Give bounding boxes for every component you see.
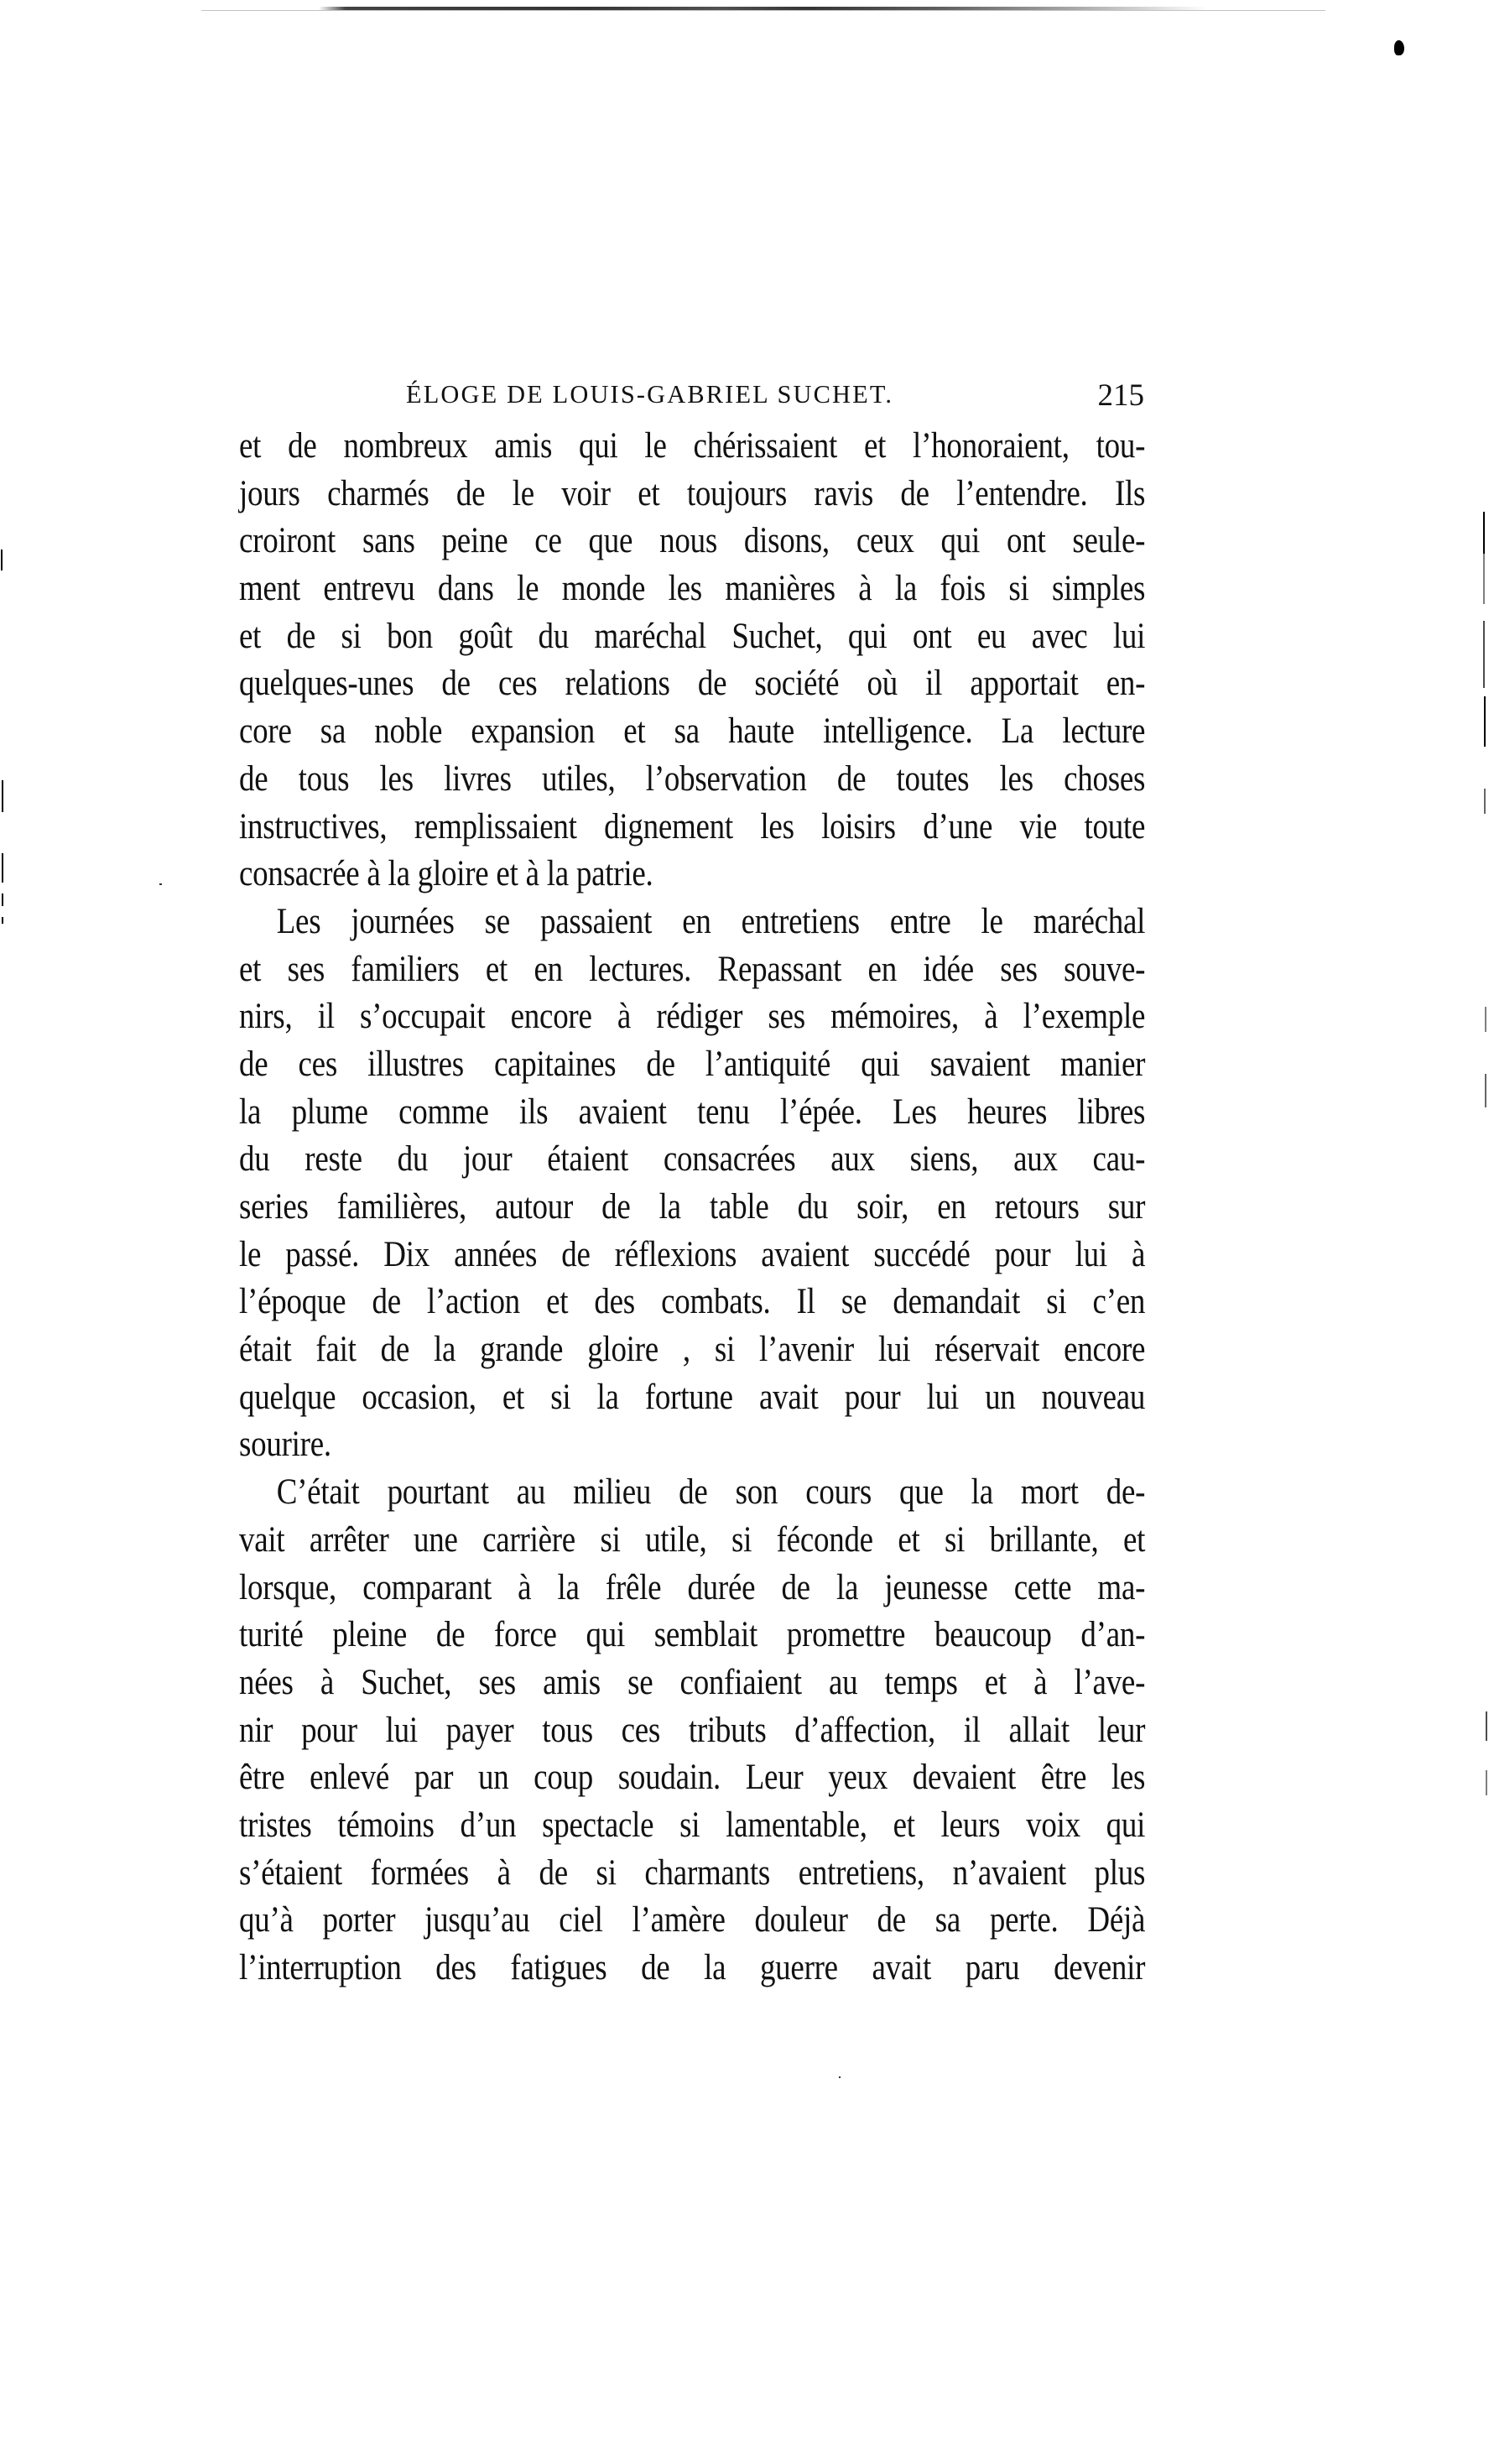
- scan-edge-mark: [1, 550, 3, 570]
- text-line: lorsque, comparant à la frêle durée de la jeunesse cette ma-: [239, 1567, 1146, 1607]
- text-line: l’interruption des fatigues de la guerre avait paru devenir: [239, 1948, 1146, 1987]
- scan-border-rule-thin: [201, 10, 1325, 11]
- scan-edge-mark: [1483, 512, 1485, 554]
- running-header: [406, 379, 1144, 416]
- scan-edge-mark: [1483, 554, 1485, 604]
- scan-edge-mark: [2, 853, 3, 883]
- scan-edge-mark: [2, 893, 3, 906]
- text-line: était fait de la grande gloire , si l’avenir lui réservait encore: [239, 1330, 1146, 1370]
- scan-edge-mark: [1485, 1007, 1486, 1032]
- text-line: series familières, autour de la table du soir, en retours sur: [239, 1187, 1146, 1227]
- text-line-paragraph-end: consacrée à la gloire et à la patrie.: [239, 854, 653, 894]
- text-line: core sa noble expansion et sa haute intelligence. La lecture: [239, 711, 1146, 752]
- scan-edge-mark: [1484, 789, 1486, 814]
- scan-edge-mark: [1486, 1711, 1487, 1741]
- text-line: être enlevé par un coup soudain. Leur yeux devaient être les: [239, 1758, 1146, 1798]
- running-header-title: ÉLOGE DE LOUIS-GABRIEL SUCHET.: [406, 379, 894, 409]
- text-line: nées à Suchet, ses amis se confiaient au temps et à l’ave-: [239, 1662, 1146, 1702]
- text-line: du reste du jour étaient consacrées aux siens, aux cau-: [239, 1139, 1146, 1180]
- text-line-paragraph-start: C’était pourtant au milieu de son cours que la mort de-: [276, 1472, 1146, 1513]
- text-line-paragraph-start: Les journées se passaient en entretiens entre le maréchal: [276, 901, 1146, 941]
- text-line: quelque occasion, et si la fortune avait pour lui un nouveau: [239, 1377, 1146, 1417]
- text-line: quelques-unes de ces relations de société où il apportait en-: [239, 664, 1146, 704]
- scan-edge-mark: [1484, 696, 1486, 747]
- body-text: [239, 423, 1145, 1993]
- scan-edge-mark: [1483, 621, 1485, 688]
- text-line: jours charmés de le voir et toujours ravis de l’entendre. Ils: [239, 473, 1146, 513]
- text-line: le passé. Dix années de réflexions avaient succédé pour lui à: [239, 1234, 1146, 1274]
- text-line: ment entrevu dans le monde les manières à la fois si simples: [239, 569, 1146, 609]
- text-line: la plume comme ils avaient tenu l’épée. Les heures libres: [239, 1091, 1146, 1132]
- scan-speck: [159, 883, 162, 885]
- text-line: l’époque de l’action et des combats. Il se demandait si c’en: [239, 1282, 1146, 1322]
- page-number: 215: [1097, 378, 1144, 413]
- text-line: et de si bon goût du maréchal Suchet, qui ont eu avec lui: [239, 616, 1146, 656]
- text-line: s’étaient formées à de si charmants entretiens, n’avaient plus: [239, 1852, 1146, 1893]
- text-line: nir pour lui payer tous ces tributs d’affection, il allait leur: [239, 1710, 1146, 1750]
- text-line: instructives, remplissaient dignement les loisirs d’une vie toute: [239, 806, 1146, 847]
- text-line: et ses familiers et en lectures. Repassant en idée ses souve-: [239, 949, 1146, 989]
- ink-blot-mark: [1394, 40, 1404, 55]
- text-line: tristes témoins d’un spectacle si lamentable, et leurs voix qui: [239, 1805, 1146, 1845]
- text-line: nirs, il s’occupait encore à rédiger ses mémoires, à l’exemple: [239, 997, 1146, 1037]
- scan-edge-mark: [2, 780, 3, 812]
- scan-speck: [839, 2076, 841, 2078]
- text-line: de ces illustres capitaines de l’antiquité qui savaient manier: [239, 1044, 1146, 1084]
- scan-edge-mark: [1486, 1770, 1487, 1795]
- text-line: turité pleine de force qui semblait promettre beaucoup d’an-: [239, 1615, 1146, 1655]
- text-line: vait arrêter une carrière si utile, si féconde et si brillante, et: [239, 1519, 1146, 1560]
- scan-edge-mark: [1485, 1074, 1486, 1107]
- scan-edge-mark: [2, 917, 3, 924]
- text-line: de tous les livres utiles, l’observation de toutes les choses: [239, 758, 1146, 799]
- text-line: croiront sans peine ce que nous disons, ceux qui ont seule-: [239, 521, 1146, 561]
- text-line-paragraph-end: sourire.: [239, 1425, 331, 1465]
- text-line: et de nombreux amis qui le chérissaient et l’honoraient, tou-: [239, 426, 1146, 466]
- text-line: qu’à porter jusqu’au ciel l’amère douleur de sa perte. Déjà: [239, 1900, 1146, 1940]
